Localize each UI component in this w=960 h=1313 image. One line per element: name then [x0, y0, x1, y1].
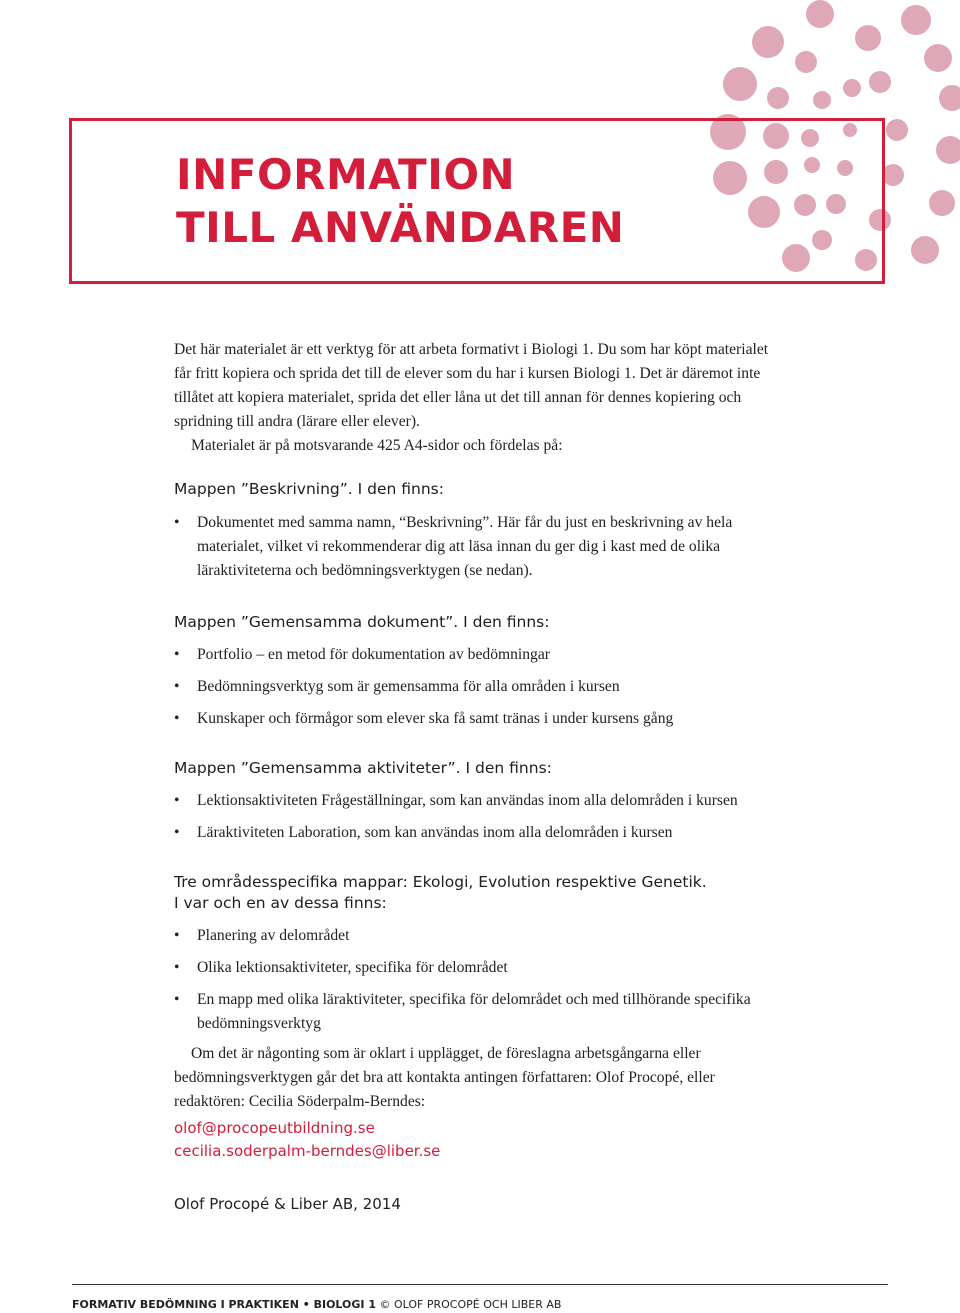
- list-item: [174, 511, 784, 583]
- email-link-editor[interactable]: cecilia.soderpalm-berndes@liber.se: [174, 1142, 441, 1160]
- list-item: [174, 643, 784, 667]
- list-item-text: Lektionsaktiviteten Frågeställningar, som kan användas inom alla delområden i kursen: [197, 792, 738, 809]
- main-content: [174, 338, 784, 1215]
- bullet-icon: •: [174, 824, 180, 841]
- decorative-dot: [723, 67, 757, 101]
- bullet-icon: •: [174, 678, 180, 695]
- page-title-line-2: TILL ANVÄNDAREN: [176, 203, 625, 252]
- list-item: [174, 789, 784, 813]
- footer-divider: [72, 1284, 888, 1285]
- intro-paragraph-2: Materialet är på motsvarande 425 A4-sidor och fördelas på:: [191, 437, 563, 454]
- decorative-dot: [795, 51, 817, 73]
- decorative-dot: [901, 5, 931, 35]
- list-item: [174, 956, 784, 980]
- email-link-author[interactable]: olof@procopeutbildning.se: [174, 1119, 375, 1137]
- list-item: [174, 988, 784, 1036]
- decorative-dot: [929, 190, 955, 216]
- section-heading-beskrivning: Mappen ”Beskrivning”. I den finns:: [174, 480, 444, 498]
- decorative-dot: [752, 26, 784, 58]
- list-item-text: Bedömningsverktyg som är gemensamma för alla områden i kursen: [197, 678, 620, 695]
- list-item: [174, 675, 784, 699]
- list-item: [174, 707, 784, 731]
- bullet-icon: •: [174, 927, 180, 944]
- section-heading-gemensamma-dokument: Mappen ”Gemensamma dokument”. I den finns:: [174, 613, 550, 631]
- list-gemensamma-aktiviteter: [174, 789, 784, 845]
- decorative-dot: [855, 25, 881, 51]
- bullet-icon: •: [174, 646, 180, 663]
- page-footer: [72, 1298, 561, 1311]
- decorative-dot: [886, 119, 908, 141]
- bullet-icon: •: [174, 710, 180, 727]
- decorative-dot: [882, 164, 904, 186]
- section-heading-line-2: I var och en av dessa finns:: [174, 894, 387, 912]
- decorative-dot: [939, 85, 960, 111]
- bullet-icon: •: [174, 514, 180, 531]
- decorative-dot: [911, 236, 939, 264]
- section-heading-line-1: Tre områdesspecifika mappar: Ekologi, Evolution respektive Genetik.: [174, 873, 707, 891]
- section-heading-gemensamma-aktiviteter: Mappen ”Gemensamma aktiviteter”. I den finns:: [174, 759, 552, 777]
- bullet-icon: •: [174, 792, 180, 809]
- decorative-dot: [767, 87, 789, 109]
- section-heading-omradesspecifika: [174, 872, 784, 914]
- list-item-text: Kunskaper och förmågor som elever ska få samt tränas i under kursens gång: [197, 710, 674, 727]
- list-item-text: Olika lektionsaktiviteter, specifika för delområdet: [197, 959, 508, 976]
- list-item-text: Planering av delområdet: [197, 927, 350, 944]
- bullet-icon: •: [174, 959, 180, 976]
- list-omradesspecifika: [174, 924, 784, 1036]
- decorative-dot: [869, 71, 891, 93]
- list-item-text: Dokumentet med samma namn, “Beskrivning”. Här får du just en beskrivning av hela materialet, vilket vi rekommenderar dig att läsa innan du ger dig i kast med de olika läraktiviteterna och bedömningsverktygen (se nedan).: [197, 514, 733, 579]
- decorative-dot: [813, 91, 831, 109]
- list-item: [174, 924, 784, 948]
- decorative-dot: [806, 0, 834, 28]
- list-gemensamma-dokument: [174, 643, 784, 731]
- bullet-icon: •: [174, 991, 180, 1008]
- decorative-dot: [924, 44, 952, 72]
- contact-emails: [174, 1117, 784, 1163]
- list-item-text: Portfolio – en metod för dokumentation av bedömningar: [197, 646, 550, 663]
- page-title: [176, 148, 624, 254]
- page-title-line-1: INFORMATION: [176, 150, 516, 199]
- decorative-dot: [936, 136, 960, 164]
- copyright-notice: Olof Procopé & Liber AB, 2014: [174, 1195, 401, 1213]
- list-item-text: En mapp med olika läraktiviteter, specifika för delområdet och med tillhörande specifika bedömningsverktyg: [197, 991, 751, 1032]
- list-beskrivning: [174, 511, 784, 583]
- list-item-text: Läraktiviteten Laboration, som kan användas inom alla delområden i kursen: [197, 824, 673, 841]
- footer-title: FORMATIV BEDÖMNING I PRAKTIKEN • BIOLOGI 1: [72, 1298, 376, 1311]
- decorative-dot: [843, 79, 861, 97]
- contact-paragraph: Om det är någonting som är oklart i upplägget, de föreslagna arbetsgångarna eller bedömningsverktygen går det bra att kontakta antingen författaren: Olof Procopé, eller redaktören: Cecilia Söderpalm-Berndes:: [174, 1045, 715, 1110]
- footer-copyright: © OLOF PROCOPÉ OCH LIBER AB: [379, 1298, 562, 1311]
- list-item: [174, 821, 784, 845]
- intro-paragraph: Det här materialet är ett verktyg för att arbeta formativt i Biologi 1. Du som har köpt materialet får fritt kopiera och sprida det till de elever som du har i kursen Biologi 1. Det är däremot inte tillåtet att kopiera materialet, sprida det eller låna ut det till annan för dennes kopiering och spridning till andra (lärare eller elever).: [174, 341, 769, 430]
